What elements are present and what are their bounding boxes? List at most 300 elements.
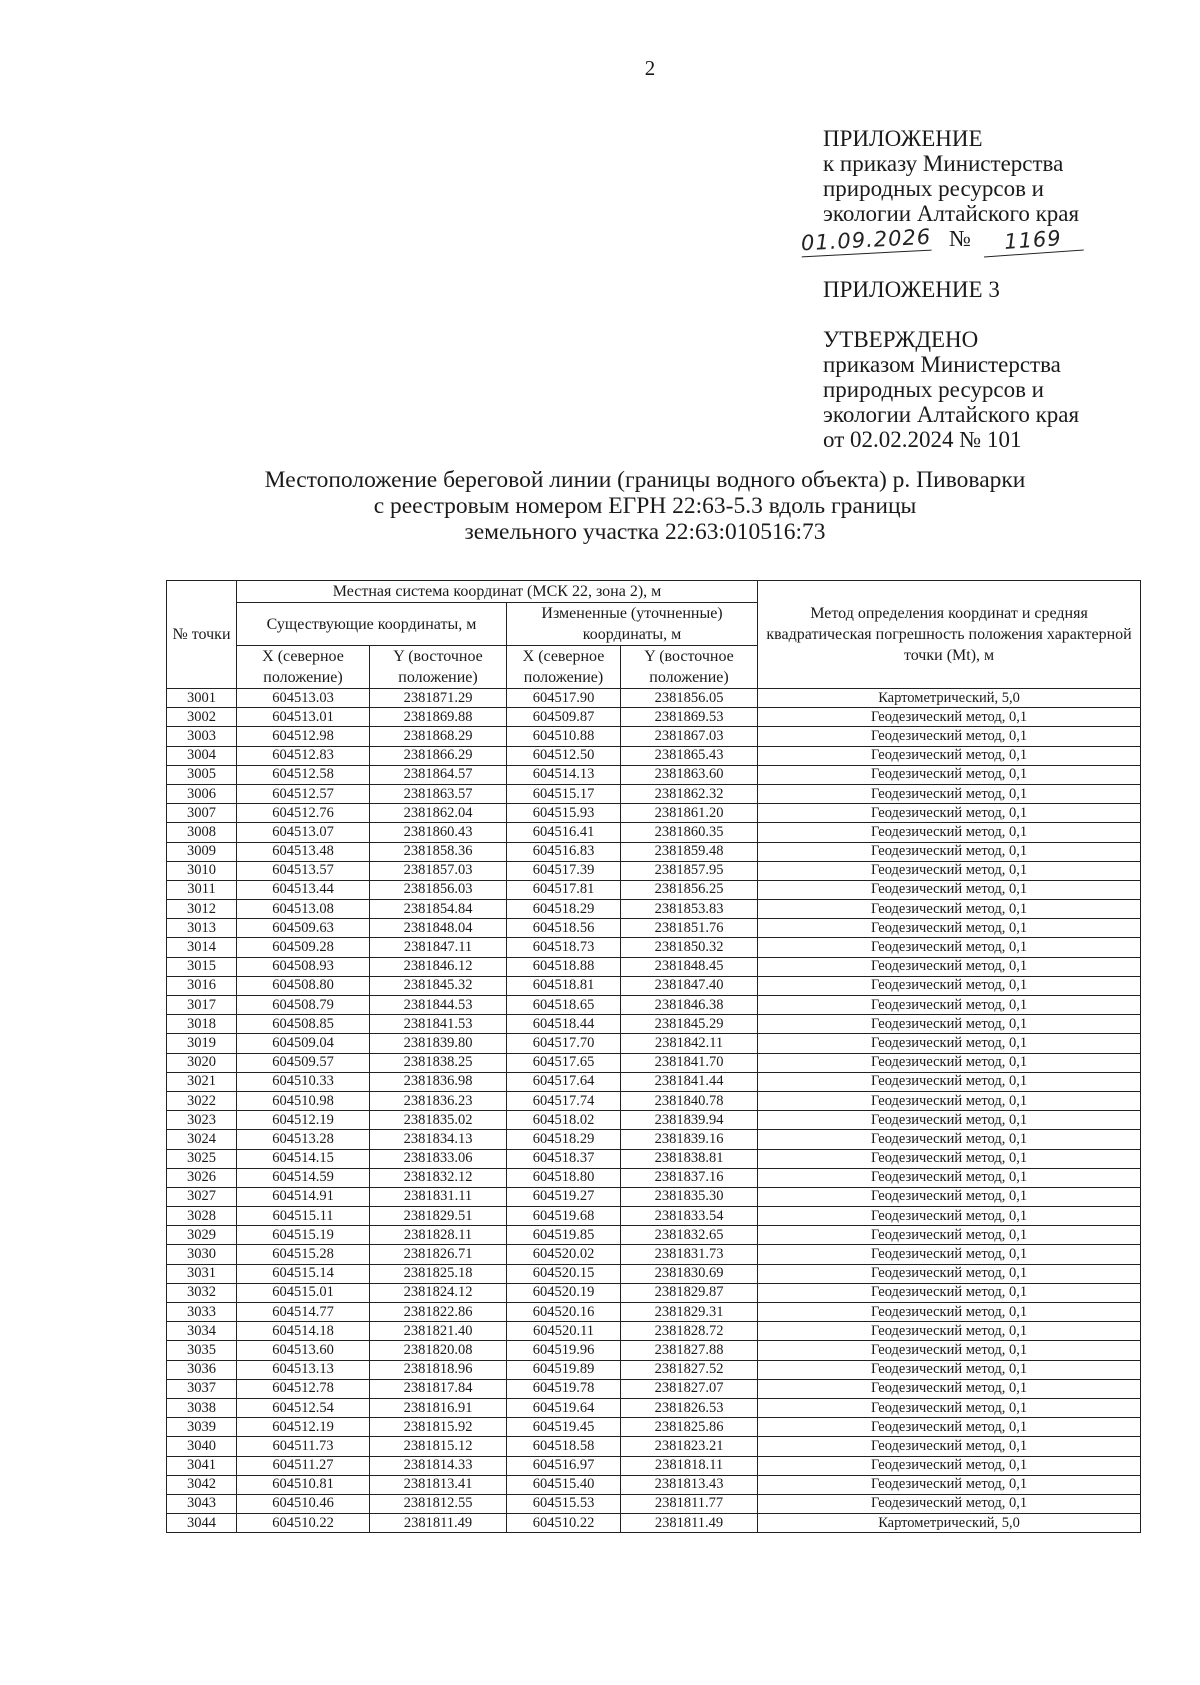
- title-line: с реестровым номером ЕГРН 22:63-5.3 вдоль границы: [373, 493, 917, 519]
- changed-x-cell: 604519.27: [507, 1187, 621, 1206]
- existing-x-cell: 604513.60: [237, 1341, 370, 1360]
- point-number-cell: 3033: [167, 1303, 237, 1322]
- existing-y-cell: 2381862.04: [370, 804, 507, 823]
- changed-y-cell: 2381841.44: [621, 1072, 758, 1091]
- existing-y-cell: 2381815.92: [370, 1418, 507, 1437]
- table-row: [167, 708, 1141, 727]
- changed-x-cell: 604518.29: [507, 1130, 621, 1149]
- changed-y-cell: 2381869.53: [621, 708, 758, 727]
- coordinates-table: [166, 580, 1141, 1533]
- method-cell: Геодезический метод, 0,1: [758, 1072, 1141, 1091]
- existing-x-cell: 604514.77: [237, 1303, 370, 1322]
- table-row: [167, 1053, 1141, 1072]
- changed-y-cell: 2381835.30: [621, 1187, 758, 1206]
- existing-y-cell: 2381860.43: [370, 823, 507, 842]
- method-cell: Геодезический метод, 0,1: [758, 880, 1141, 899]
- table-row: [167, 727, 1141, 746]
- changed-y-cell: 2381811.77: [621, 1494, 758, 1513]
- existing-x-cell: 604509.28: [237, 938, 370, 957]
- approved-block: [823, 327, 1079, 452]
- changed-x-cell: 604514.13: [507, 765, 621, 784]
- existing-y-cell: 2381839.80: [370, 1034, 507, 1053]
- changed-y-cell: 2381811.49: [621, 1514, 758, 1533]
- changed-x-cell: 604520.15: [507, 1264, 621, 1283]
- existing-x-cell: 604513.13: [237, 1360, 370, 1379]
- table-row: [167, 1379, 1141, 1398]
- header-method: Метод определения координат и средняя квадратическая погрешность положения характерной точки (Mt), м: [758, 581, 1141, 689]
- existing-y-cell: 2381832.12: [370, 1168, 507, 1187]
- changed-y-cell: 2381860.35: [621, 823, 758, 842]
- table-row: [167, 938, 1141, 957]
- method-cell: Геодезический метод, 0,1: [758, 1398, 1141, 1417]
- changed-x-cell: 604518.88: [507, 957, 621, 976]
- changed-x-cell: 604515.17: [507, 784, 621, 803]
- existing-y-cell: 2381825.18: [370, 1264, 507, 1283]
- changed-y-cell: 2381841.70: [621, 1053, 758, 1072]
- existing-y-cell: 2381818.96: [370, 1360, 507, 1379]
- existing-x-cell: 604513.07: [237, 823, 370, 842]
- existing-x-cell: 604512.19: [237, 1111, 370, 1130]
- existing-y-cell: 2381833.06: [370, 1149, 507, 1168]
- existing-x-cell: 604515.28: [237, 1245, 370, 1264]
- changed-x-cell: 604520.19: [507, 1283, 621, 1302]
- changed-x-cell: 604517.74: [507, 1091, 621, 1110]
- changed-x-cell: 604519.85: [507, 1226, 621, 1245]
- header-changed-x: X (северное положение): [507, 646, 621, 689]
- point-number-cell: 3017: [167, 996, 237, 1015]
- method-cell: Геодезический метод, 0,1: [758, 900, 1141, 919]
- existing-x-cell: 604513.08: [237, 900, 370, 919]
- method-cell: Геодезический метод, 0,1: [758, 727, 1141, 746]
- existing-y-cell: 2381820.08: [370, 1341, 507, 1360]
- changed-y-cell: 2381830.69: [621, 1264, 758, 1283]
- table-row: [167, 1283, 1141, 1302]
- point-number-cell: 3044: [167, 1514, 237, 1533]
- changed-y-cell: 2381861.20: [621, 804, 758, 823]
- point-number-cell: 3027: [167, 1187, 237, 1206]
- approved-line: приказом Министерства: [823, 352, 1061, 377]
- existing-y-cell: 2381814.33: [370, 1456, 507, 1475]
- method-cell: Картометрический, 5,0: [758, 1514, 1141, 1533]
- existing-x-cell: 604508.93: [237, 957, 370, 976]
- method-cell: Геодезический метод, 0,1: [758, 1360, 1141, 1379]
- changed-x-cell: 604520.02: [507, 1245, 621, 1264]
- changed-y-cell: 2381865.43: [621, 746, 758, 765]
- existing-x-cell: 604513.03: [237, 689, 370, 708]
- changed-x-cell: 604518.44: [507, 1015, 621, 1034]
- handwritten-date: 01.09.2026: [800, 224, 932, 256]
- table-row: [167, 1168, 1141, 1187]
- point-number-cell: 3007: [167, 804, 237, 823]
- changed-x-cell: 604515.53: [507, 1494, 621, 1513]
- table-row: [167, 1149, 1141, 1168]
- changed-y-cell: 2381847.40: [621, 976, 758, 995]
- changed-y-cell: 2381845.29: [621, 1015, 758, 1034]
- changed-x-cell: 604518.81: [507, 976, 621, 995]
- point-number-cell: 3004: [167, 746, 237, 765]
- method-cell: Геодезический метод, 0,1: [758, 976, 1141, 995]
- table-row: [167, 1187, 1141, 1206]
- changed-y-cell: 2381813.43: [621, 1475, 758, 1494]
- point-number-cell: 3038: [167, 1398, 237, 1417]
- method-cell: Геодезический метод, 0,1: [758, 1379, 1141, 1398]
- method-cell: Геодезический метод, 0,1: [758, 1149, 1141, 1168]
- changed-y-cell: 2381828.72: [621, 1322, 758, 1341]
- changed-x-cell: 604518.56: [507, 919, 621, 938]
- point-number-cell: 3002: [167, 708, 237, 727]
- changed-y-cell: 2381840.78: [621, 1091, 758, 1110]
- table-row: [167, 1360, 1141, 1379]
- point-number-cell: 3043: [167, 1494, 237, 1513]
- changed-y-cell: 2381863.60: [621, 765, 758, 784]
- method-cell: Геодезический метод, 0,1: [758, 1475, 1141, 1494]
- method-cell: Геодезический метод, 0,1: [758, 804, 1141, 823]
- changed-x-cell: 604518.80: [507, 1168, 621, 1187]
- method-cell: Геодезический метод, 0,1: [758, 1437, 1141, 1456]
- header-point-no: № точки: [167, 581, 237, 689]
- method-cell: Геодезический метод, 0,1: [758, 861, 1141, 880]
- existing-x-cell: 604515.14: [237, 1264, 370, 1283]
- header-changed: Измененные (уточненные) координаты, м: [507, 603, 758, 646]
- table-row: [167, 1245, 1141, 1264]
- method-cell: Геодезический метод, 0,1: [758, 1226, 1141, 1245]
- changed-x-cell: 604516.41: [507, 823, 621, 842]
- existing-x-cell: 604510.33: [237, 1072, 370, 1091]
- method-cell: Геодезический метод, 0,1: [758, 1130, 1141, 1149]
- table-row: [167, 1475, 1141, 1494]
- existing-x-cell: 604513.57: [237, 861, 370, 880]
- point-number-cell: 3030: [167, 1245, 237, 1264]
- table-row: [167, 823, 1141, 842]
- changed-x-cell: 604516.83: [507, 842, 621, 861]
- table-body: [167, 689, 1141, 1533]
- existing-x-cell: 604513.01: [237, 708, 370, 727]
- changed-y-cell: 2381818.11: [621, 1456, 758, 1475]
- point-number-cell: 3010: [167, 861, 237, 880]
- changed-y-cell: 2381856.05: [621, 689, 758, 708]
- changed-y-cell: 2381851.76: [621, 919, 758, 938]
- changed-x-cell: 604519.89: [507, 1360, 621, 1379]
- table-row: [167, 957, 1141, 976]
- attachment-line: к приказу Министерства: [823, 151, 1064, 176]
- approved-line: от 02.02.2024 № 101: [823, 427, 1022, 452]
- table-row: [167, 880, 1141, 899]
- existing-y-cell: 2381813.41: [370, 1475, 507, 1494]
- approved-line: экологии Алтайского края: [823, 402, 1080, 427]
- existing-x-cell: 604512.98: [237, 727, 370, 746]
- method-cell: Геодезический метод, 0,1: [758, 1034, 1141, 1053]
- method-cell: Геодезический метод, 0,1: [758, 1111, 1141, 1130]
- existing-x-cell: 604509.57: [237, 1053, 370, 1072]
- changed-x-cell: 604520.11: [507, 1322, 621, 1341]
- method-cell: Геодезический метод, 0,1: [758, 1303, 1141, 1322]
- changed-x-cell: 604519.68: [507, 1207, 621, 1226]
- changed-x-cell: 604510.22: [507, 1514, 621, 1533]
- table-row: [167, 1072, 1141, 1091]
- changed-y-cell: 2381825.86: [621, 1418, 758, 1437]
- point-number-cell: 3024: [167, 1130, 237, 1149]
- page-number: 2: [644, 56, 656, 80]
- existing-x-cell: 604510.46: [237, 1494, 370, 1513]
- header-changed-y: Y (восточное положение): [621, 646, 758, 689]
- table-row: [167, 996, 1141, 1015]
- point-number-cell: 3036: [167, 1360, 237, 1379]
- point-number-cell: 3028: [167, 1207, 237, 1226]
- existing-y-cell: 2381817.84: [370, 1379, 507, 1398]
- existing-y-cell: 2381856.03: [370, 880, 507, 899]
- table-row: [167, 1015, 1141, 1034]
- table-row: [167, 1303, 1141, 1322]
- point-number-cell: 3042: [167, 1475, 237, 1494]
- table-row: [167, 1514, 1141, 1533]
- method-cell: Геодезический метод, 0,1: [758, 1091, 1141, 1110]
- changed-y-cell: 2381837.16: [621, 1168, 758, 1187]
- changed-x-cell: 604519.45: [507, 1418, 621, 1437]
- changed-x-cell: 604517.81: [507, 880, 621, 899]
- method-cell: Геодезический метод, 0,1: [758, 996, 1141, 1015]
- existing-x-cell: 604511.27: [237, 1456, 370, 1475]
- changed-y-cell: 2381859.48: [621, 842, 758, 861]
- existing-y-cell: 2381858.36: [370, 842, 507, 861]
- table-row: [167, 1207, 1141, 1226]
- changed-x-cell: 604519.96: [507, 1341, 621, 1360]
- point-number-cell: 3037: [167, 1379, 237, 1398]
- existing-y-cell: 2381864.57: [370, 765, 507, 784]
- attachment-block: [800, 126, 1080, 260]
- changed-x-cell: 604515.40: [507, 1475, 621, 1494]
- number-sign: №: [949, 226, 971, 251]
- appendix-label: ПРИЛОЖЕНИЕ 3: [823, 277, 1000, 302]
- existing-y-cell: 2381845.32: [370, 976, 507, 995]
- table-row: [167, 746, 1141, 765]
- method-cell: Геодезический метод, 0,1: [758, 1168, 1141, 1187]
- existing-x-cell: 604508.80: [237, 976, 370, 995]
- existing-y-cell: 2381835.02: [370, 1111, 507, 1130]
- changed-y-cell: 2381857.95: [621, 861, 758, 880]
- point-number-cell: 3001: [167, 689, 237, 708]
- point-number-cell: 3032: [167, 1283, 237, 1302]
- method-cell: Геодезический метод, 0,1: [758, 1015, 1141, 1034]
- attachment-line: природных ресурсов и: [823, 176, 1044, 201]
- existing-y-cell: 2381816.91: [370, 1398, 507, 1417]
- title-line: земельного участка 22:63:010516:73: [464, 519, 826, 545]
- existing-x-cell: 604512.54: [237, 1398, 370, 1417]
- changed-y-cell: 2381827.52: [621, 1360, 758, 1379]
- point-number-cell: 3035: [167, 1341, 237, 1360]
- table-row: [167, 1130, 1141, 1149]
- existing-x-cell: 604509.04: [237, 1034, 370, 1053]
- existing-y-cell: 2381847.11: [370, 938, 507, 957]
- point-number-cell: 3016: [167, 976, 237, 995]
- changed-y-cell: 2381856.25: [621, 880, 758, 899]
- existing-x-cell: 604508.85: [237, 1015, 370, 1034]
- changed-y-cell: 2381823.21: [621, 1437, 758, 1456]
- point-number-cell: 3039: [167, 1418, 237, 1437]
- existing-y-cell: 2381828.11: [370, 1226, 507, 1245]
- point-number-cell: 3040: [167, 1437, 237, 1456]
- method-cell: Геодезический метод, 0,1: [758, 1207, 1141, 1226]
- changed-y-cell: 2381827.88: [621, 1341, 758, 1360]
- existing-x-cell: 604513.48: [237, 842, 370, 861]
- existing-y-cell: 2381838.25: [370, 1053, 507, 1072]
- changed-x-cell: 604518.73: [507, 938, 621, 957]
- table-row: [167, 1111, 1141, 1130]
- table-row: [167, 842, 1141, 861]
- document-title: [150, 467, 1140, 545]
- existing-y-cell: 2381821.40: [370, 1322, 507, 1341]
- existing-y-cell: 2381822.86: [370, 1303, 507, 1322]
- changed-x-cell: 604518.65: [507, 996, 621, 1015]
- existing-y-cell: 2381848.04: [370, 919, 507, 938]
- point-number-cell: 3015: [167, 957, 237, 976]
- existing-y-cell: 2381836.98: [370, 1072, 507, 1091]
- existing-y-cell: 2381834.13: [370, 1130, 507, 1149]
- existing-y-cell: 2381829.51: [370, 1207, 507, 1226]
- method-cell: Геодезический метод, 0,1: [758, 957, 1141, 976]
- existing-y-cell: 2381868.29: [370, 727, 507, 746]
- header-existing-y: Y (восточное положение): [370, 646, 507, 689]
- table-row: [167, 1494, 1141, 1513]
- point-number-cell: 3005: [167, 765, 237, 784]
- changed-x-cell: 604520.16: [507, 1303, 621, 1322]
- changed-y-cell: 2381829.31: [621, 1303, 758, 1322]
- existing-y-cell: 2381846.12: [370, 957, 507, 976]
- existing-y-cell: 2381857.03: [370, 861, 507, 880]
- point-number-cell: 3029: [167, 1226, 237, 1245]
- table-row: [167, 1322, 1141, 1341]
- changed-x-cell: 604517.64: [507, 1072, 621, 1091]
- existing-x-cell: 604509.63: [237, 919, 370, 938]
- point-number-cell: 3021: [167, 1072, 237, 1091]
- existing-x-cell: 604512.58: [237, 765, 370, 784]
- existing-x-cell: 604514.91: [237, 1187, 370, 1206]
- point-number-cell: 3012: [167, 900, 237, 919]
- method-cell: Геодезический метод, 0,1: [758, 1187, 1141, 1206]
- method-cell: Геодезический метод, 0,1: [758, 1053, 1141, 1072]
- table-row: [167, 1034, 1141, 1053]
- table-row: [167, 689, 1141, 708]
- changed-x-cell: 604515.93: [507, 804, 621, 823]
- table-row: [167, 1341, 1141, 1360]
- existing-x-cell: 604515.01: [237, 1283, 370, 1302]
- existing-y-cell: 2381811.49: [370, 1514, 507, 1533]
- existing-y-cell: 2381831.11: [370, 1187, 507, 1206]
- table-row: [167, 1456, 1141, 1475]
- existing-x-cell: 604510.98: [237, 1091, 370, 1110]
- existing-x-cell: 604512.78: [237, 1379, 370, 1398]
- existing-y-cell: 2381854.84: [370, 900, 507, 919]
- existing-x-cell: 604514.59: [237, 1168, 370, 1187]
- existing-y-cell: 2381826.71: [370, 1245, 507, 1264]
- changed-y-cell: 2381850.32: [621, 938, 758, 957]
- changed-x-cell: 604517.39: [507, 861, 621, 880]
- changed-y-cell: 2381867.03: [621, 727, 758, 746]
- changed-y-cell: 2381829.87: [621, 1283, 758, 1302]
- point-number-cell: 3008: [167, 823, 237, 842]
- changed-y-cell: 2381842.11: [621, 1034, 758, 1053]
- method-cell: Картометрический, 5,0: [758, 689, 1141, 708]
- changed-x-cell: 604512.50: [507, 746, 621, 765]
- table-row: [167, 861, 1141, 880]
- changed-y-cell: 2381853.83: [621, 900, 758, 919]
- point-number-cell: 3020: [167, 1053, 237, 1072]
- method-cell: Геодезический метод, 0,1: [758, 1418, 1141, 1437]
- changed-x-cell: 604517.65: [507, 1053, 621, 1072]
- point-number-cell: 3041: [167, 1456, 237, 1475]
- changed-x-cell: 604518.58: [507, 1437, 621, 1456]
- existing-y-cell: 2381844.53: [370, 996, 507, 1015]
- table-row: [167, 919, 1141, 938]
- changed-y-cell: 2381838.81: [621, 1149, 758, 1168]
- table-row: [167, 1226, 1141, 1245]
- method-cell: Геодезический метод, 0,1: [758, 746, 1141, 765]
- method-cell: Геодезический метод, 0,1: [758, 784, 1141, 803]
- handwritten-order-number: 1169: [982, 225, 1084, 258]
- title-line: Местоположение береговой линии (границы водного объекта) р. Пивоварки: [264, 467, 1026, 493]
- table-row: [167, 784, 1141, 803]
- table-row: [167, 804, 1141, 823]
- order-date-number-line: [800, 224, 1079, 260]
- method-cell: Геодезический метод, 0,1: [758, 919, 1141, 938]
- changed-x-cell: 604519.78: [507, 1379, 621, 1398]
- existing-x-cell: 604514.15: [237, 1149, 370, 1168]
- point-number-cell: 3009: [167, 842, 237, 861]
- point-number-cell: 3003: [167, 727, 237, 746]
- existing-x-cell: 604515.11: [237, 1207, 370, 1226]
- existing-x-cell: 604510.81: [237, 1475, 370, 1494]
- method-cell: Геодезический метод, 0,1: [758, 1341, 1141, 1360]
- changed-y-cell: 2381862.32: [621, 784, 758, 803]
- existing-y-cell: 2381866.29: [370, 746, 507, 765]
- attachment-line: экологии Алтайского края: [823, 201, 1080, 226]
- existing-x-cell: 604515.19: [237, 1226, 370, 1245]
- point-number-cell: 3011: [167, 880, 237, 899]
- approved-line: природных ресурсов и: [823, 377, 1044, 402]
- changed-y-cell: 2381826.53: [621, 1398, 758, 1417]
- method-cell: Геодезический метод, 0,1: [758, 1283, 1141, 1302]
- method-cell: Геодезический метод, 0,1: [758, 1245, 1141, 1264]
- existing-x-cell: 604512.76: [237, 804, 370, 823]
- point-number-cell: 3018: [167, 1015, 237, 1034]
- existing-x-cell: 604512.83: [237, 746, 370, 765]
- point-number-cell: 3014: [167, 938, 237, 957]
- table-row: [167, 976, 1141, 995]
- existing-x-cell: 604512.19: [237, 1418, 370, 1437]
- existing-y-cell: 2381815.12: [370, 1437, 507, 1456]
- table-row: [167, 1264, 1141, 1283]
- method-cell: Геодезический метод, 0,1: [758, 823, 1141, 842]
- point-number-cell: 3025: [167, 1149, 237, 1168]
- changed-y-cell: 2381839.16: [621, 1130, 758, 1149]
- method-cell: Геодезический метод, 0,1: [758, 708, 1141, 727]
- method-cell: Геодезический метод, 0,1: [758, 765, 1141, 784]
- existing-y-cell: 2381836.23: [370, 1091, 507, 1110]
- changed-y-cell: 2381846.38: [621, 996, 758, 1015]
- point-number-cell: 3022: [167, 1091, 237, 1110]
- point-number-cell: 3031: [167, 1264, 237, 1283]
- changed-y-cell: 2381833.54: [621, 1207, 758, 1226]
- method-cell: Геодезический метод, 0,1: [758, 938, 1141, 957]
- changed-x-cell: 604518.37: [507, 1149, 621, 1168]
- changed-x-cell: 604518.02: [507, 1111, 621, 1130]
- table-row: [167, 900, 1141, 919]
- existing-x-cell: 604513.28: [237, 1130, 370, 1149]
- method-cell: Геодезический метод, 0,1: [758, 1456, 1141, 1475]
- table-row: [167, 1398, 1141, 1417]
- point-number-cell: 3006: [167, 784, 237, 803]
- method-cell: Геодезический метод, 0,1: [758, 1264, 1141, 1283]
- changed-x-cell: 604510.88: [507, 727, 621, 746]
